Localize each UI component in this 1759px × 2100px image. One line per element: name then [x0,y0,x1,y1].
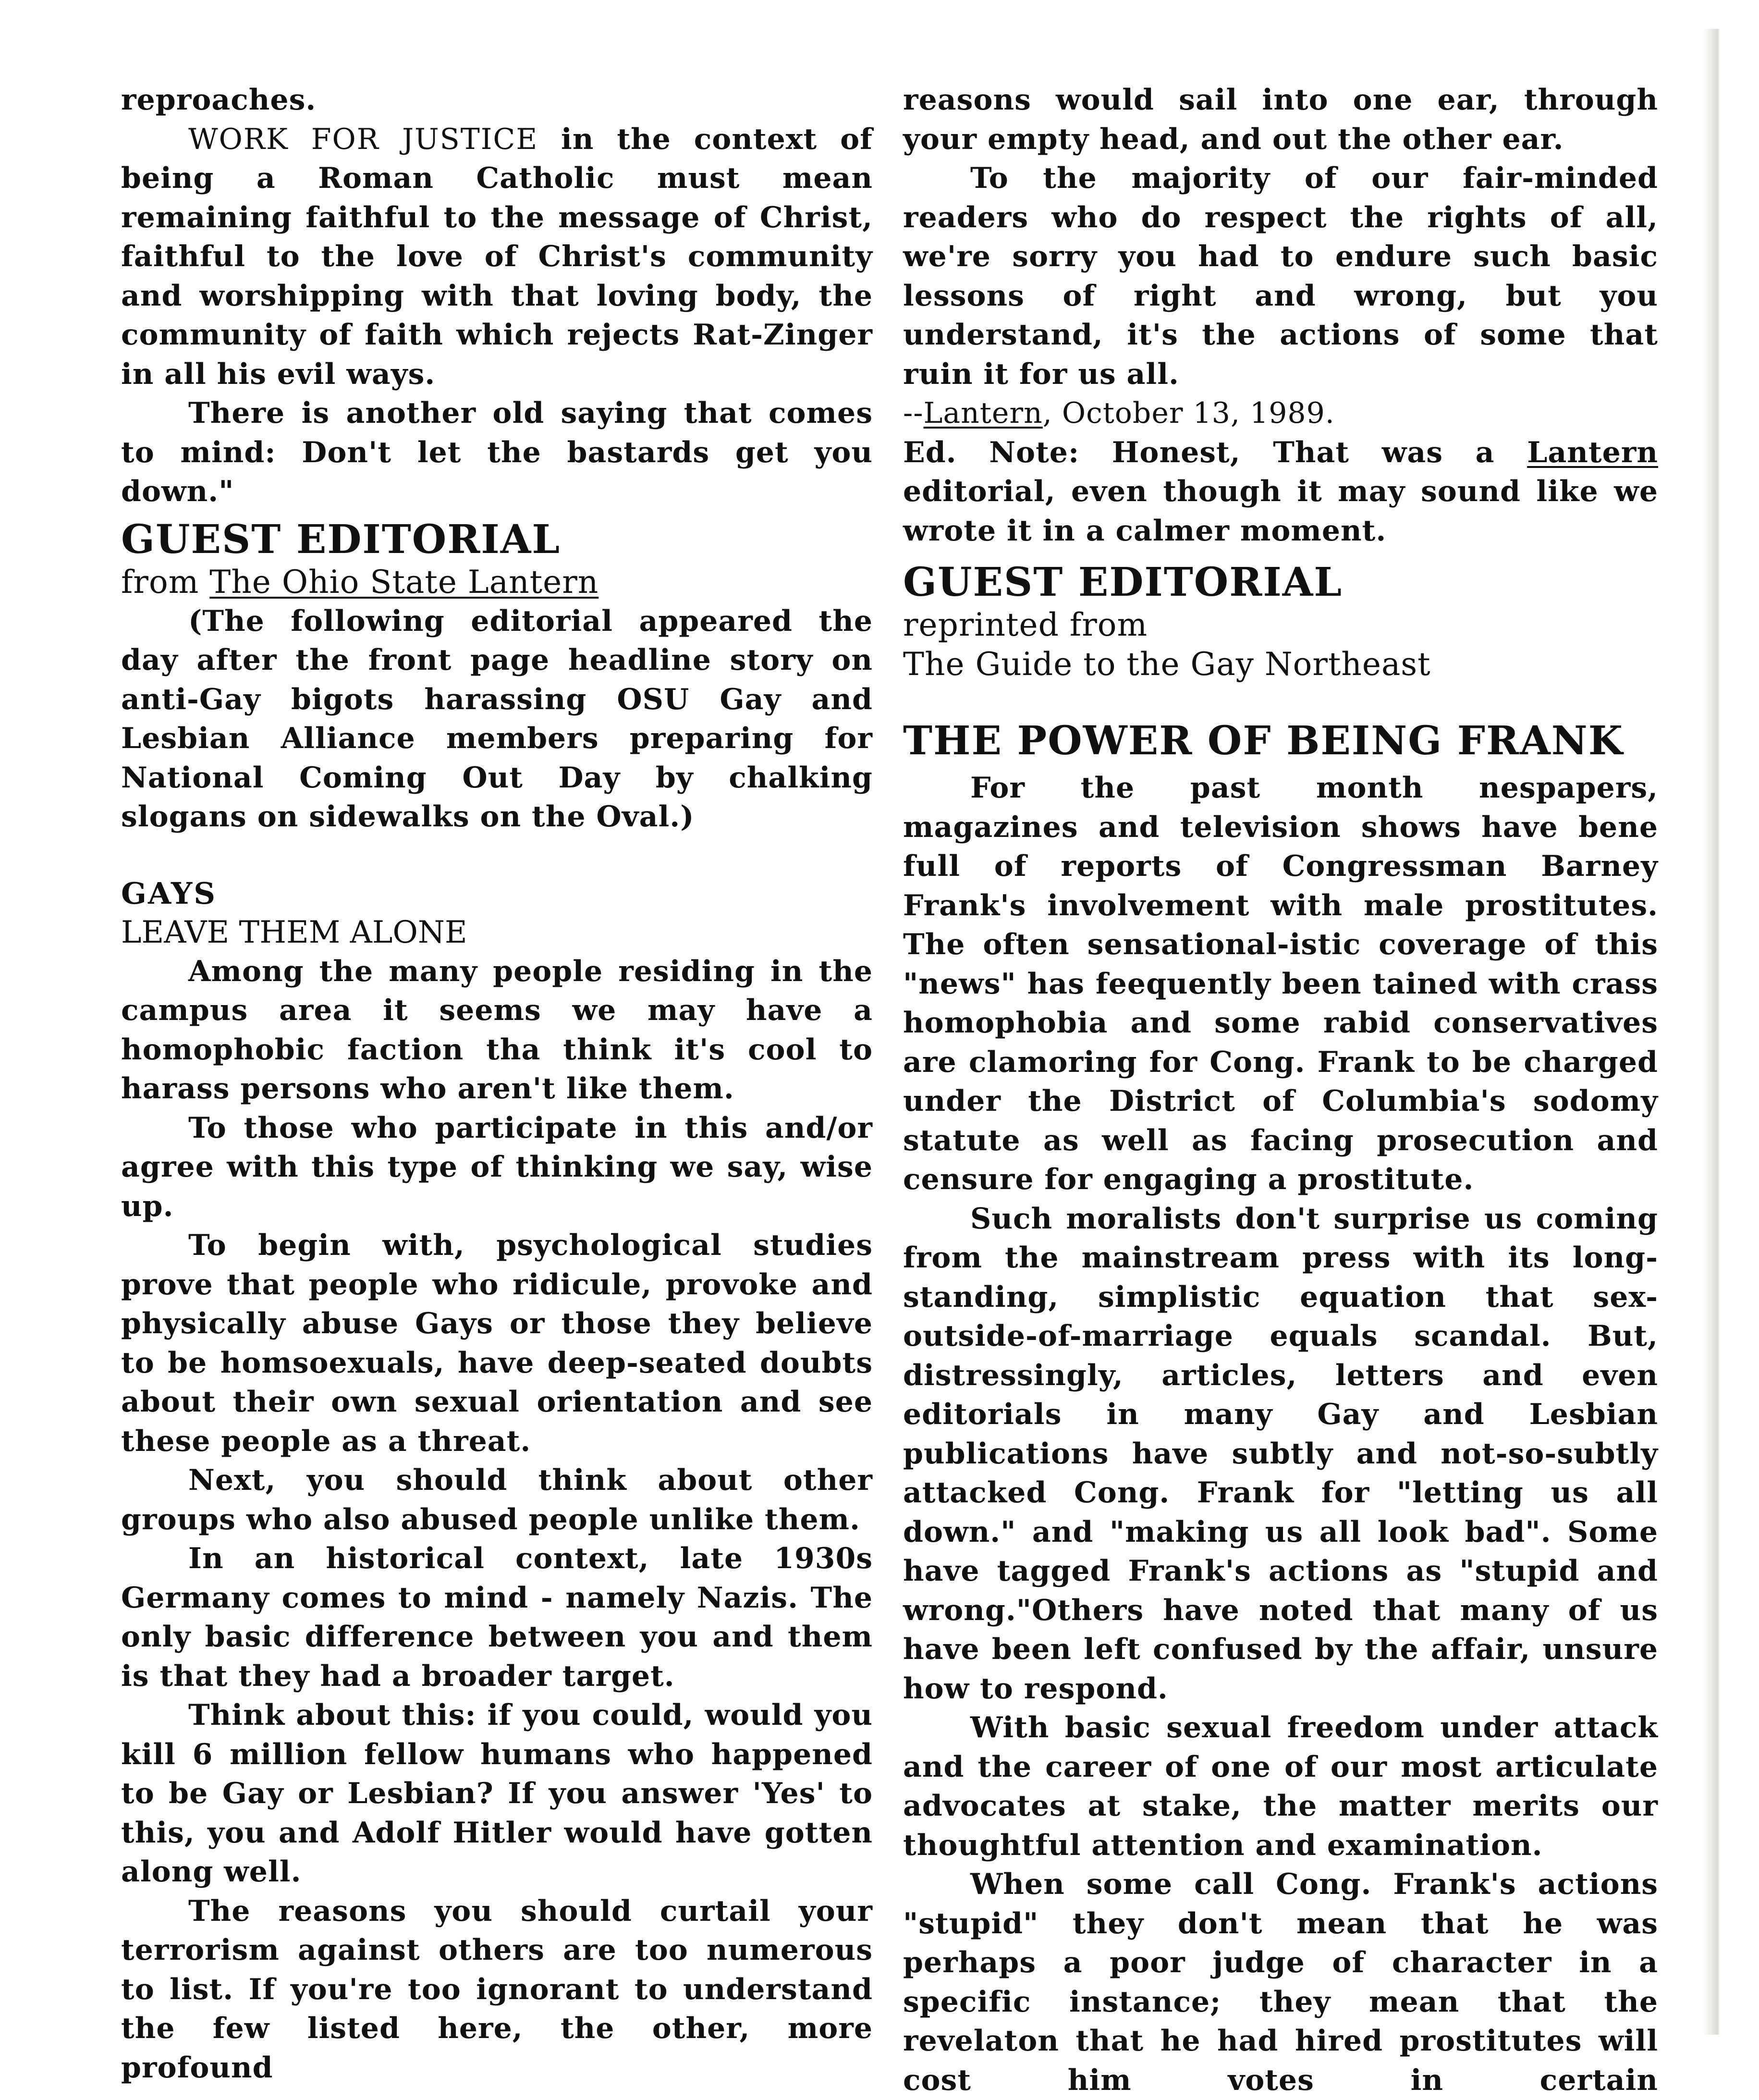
editor-note [903,433,1658,551]
editor-note-before: Ed. Note: Honest, That was a [903,435,1527,469]
article-paragraph: When some call Cong. Frank's actions "stupid" they don't mean that he was perhaps a poor judge of character in a specific instance; they mean that the revelaton that he had hired prostitutes will cost him votes in certain [903,1867,1658,2097]
guest-editorial-heading-2: GUEST EDITORIAL [903,559,1343,605]
source-title-ohio-state-lantern: The Ohio State Lantern [209,563,599,601]
editorial-intro-note: (The following editorial appeared the day after the front page headline story on anti-Gay bigots harassing OSU Gay and Lesbian Alliance members preparing for National Coming Out Day by chalking slogans on sidewalks on the Oval.) [121,604,873,834]
article-paragraph: Next, you should think about other groups who also abused people unlike them. [121,1463,873,1536]
guest-editorial-source-1 [121,563,873,602]
paragraph-work-for-justice [121,120,873,394]
work-for-justice-lead: WORK FOR JUSTICE [188,122,538,156]
page-edge-shadow [1703,29,1720,2035]
article-headline-gays: GAYS [121,875,217,911]
attribution-prefix: -- [903,396,924,430]
editor-note-source: Lantern [1527,435,1658,469]
source-prefix: from [121,563,210,601]
guest-editorial-heading-1: GUEST EDITORIAL [121,516,561,563]
article-paragraph: With basic sexual freedom under attack and the career of one of our most articulate advocates at stake, the matter merits our thoughtful attention and examination. [903,1711,1658,1862]
right-column [903,81,1658,2100]
article-paragraph: To those who participate in this and/or agree with this type of thinking we say, wise up. [121,1111,873,1223]
attribution-date: , October 13, 1989. [1042,396,1335,430]
article-headline-leave-them-alone: LEAVE THEM ALONE [121,914,467,950]
left-column [121,81,873,2088]
editor-note-after: editorial, even though it may sound like we wrote it in a calmer moment. [903,475,1658,548]
article-paragraph: To begin with, psychological studies prove that people who ridicule, provoke and physically abuse Gays or those they believe to be homsoexuals, have deep-seated doubts about their own sexual orientation and see these people as a threat. [121,1228,873,1458]
article-continuation: reasons would sail into one ear, through your empty head, and out the other ear. [903,83,1658,156]
attribution-source: Lantern [923,396,1043,430]
article-paragraph: The reasons you should curtail your terrorism against others are too numerous to list. If you're too ignorant to understand the few listed here, the other, more profound [121,1894,873,2085]
article-paragraph: Such moralists don't surprise us coming from the mainstream press with its long-standing, simplistic equation that sex-outside-of-marriage equals scandal. But, distressingly, articles, letters and even editorials in many Gay and Lesbian publications have subtly and not-so-subtly attacked Cong. Frank for "letting us all down." and "making us all look bad". Some have tagged Frank's actions as "stupid and wrong."Others have noted that many of us have been left confused by the affair, unsure how to respond. [903,1202,1658,1706]
article-paragraph: Think about this: if you could, would you kill 6 million fellow humans who happened to be Gay or Lesbian? If you answer 'Yes' to this, you and Adolf Hitler would have gotten along well. [121,1698,873,1889]
article-headline-power-of-being-frank: THE POWER OF BEING FRANK [903,718,1624,764]
source-guide-to-gay-northeast: The Guide to the Gay Northeast [903,646,1431,683]
paragraph-old-saying: There is another old saying that comes to mind: Don't let the bastards get you down." [121,396,873,508]
attribution-line [903,394,1658,433]
paragraph-fair-minded-readers: To the majority of our fair-minded readers who do respect the rights of all, we're sorry you had to endure such basic lessons of right and wrong, but you understand, it's the actions of some that ruin it for us all. [903,161,1658,391]
article-paragraph: In an historical context, late 1930s Germany comes to mind - namely Nazis. The only basic difference between you and them is that they had a broader target. [121,1542,873,1693]
reprinted-from-label: reprinted from [903,606,1148,643]
article-paragraph: Among the many people residing in the campus area it seems we may have a homophobic faction tha think it's cool to harass persons who aren't like them. [121,954,873,1105]
work-for-justice-body: in the context of being a Roman Catholic must mean remaining faithful to the message of Christ, faithful to the love of Christ's community and worshipping with that loving body, the community of faith which rejects Rat-Zinger in all his evil ways. [121,122,873,391]
paragraph-reproaches: reproaches. [121,83,317,117]
article-paragraph: For the past month nespapers, magazines and television shows have bene full of reports of Congressman Barney Frank's involvement with male prostitutes. The often sensational-istic coverage of this "news" has feequently been tained with crass homophobia and some rabid conservatives are clamoring for Cong. Frank to be charged under the District of Columbia's sodomy statute as well as facing prosecution and censure for engaging a prostitute. [903,771,1658,1196]
